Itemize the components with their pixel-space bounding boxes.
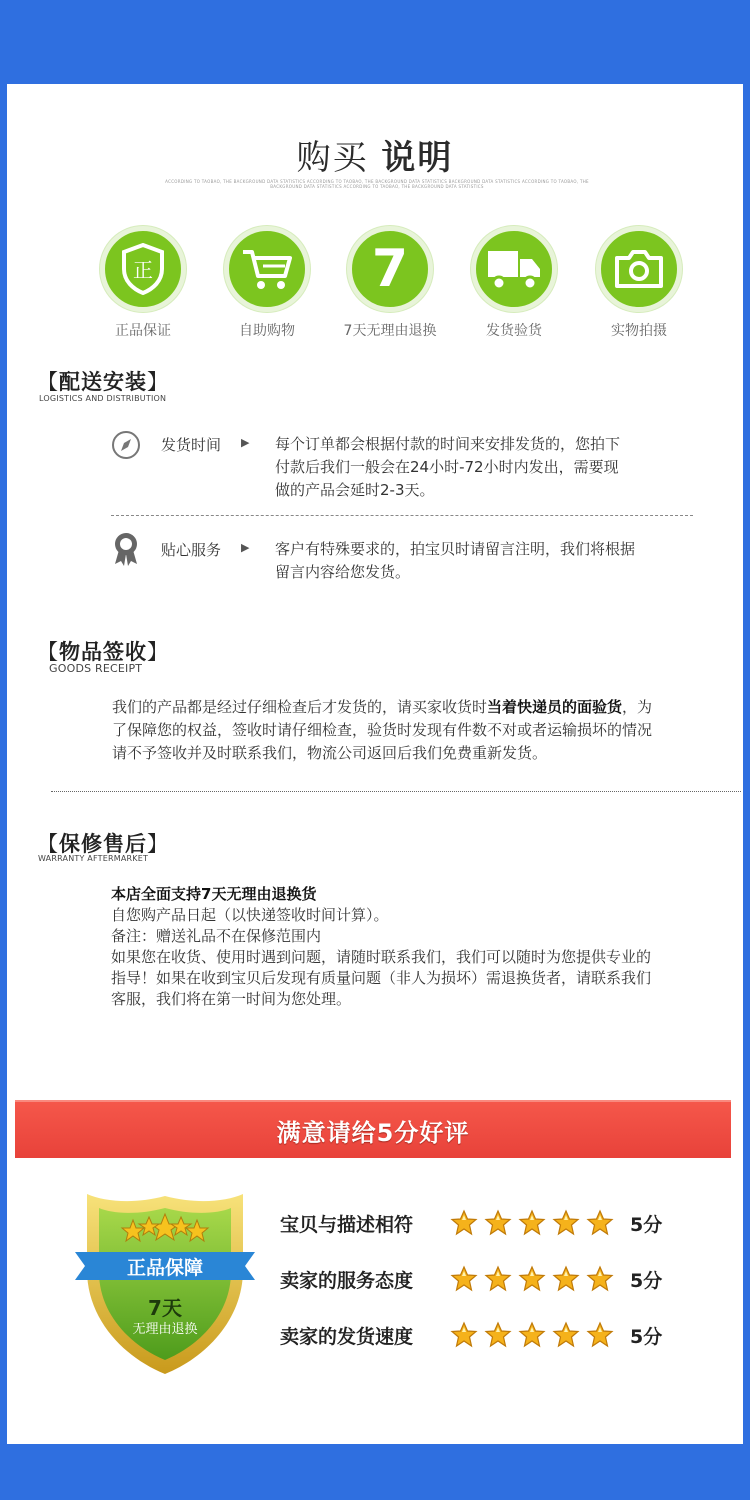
seven-day-icon: 7: [347, 226, 433, 312]
section-subtitle-logistics: LOGISTICS AND DISTRIBUTION: [39, 394, 167, 403]
genuine-guarantee-badge: [75, 1190, 255, 1380]
feature-label: 发货验货: [486, 323, 542, 339]
star-icon: [552, 1321, 580, 1349]
rating-row: [280, 1206, 662, 1240]
badge-sub: 无理由退换: [132, 1322, 198, 1337]
star-icon: [552, 1265, 580, 1293]
star-icon: [586, 1209, 614, 1237]
star-icon: [586, 1265, 614, 1293]
star-icon: [518, 1209, 546, 1237]
badge-days: 7天: [148, 1296, 182, 1320]
review-banner: 满意请给5分好评: [15, 1100, 731, 1158]
camera-icon: [596, 226, 682, 312]
feature-label: 自助购物: [239, 323, 295, 339]
receipt-paragraph: 我们的产品都是经过仔细检查后才发货的，请买家收货时当着快递员的面验货，为 了保障您的权益，签收时请仔细检查，验货时发现有件数不对或者运输损坏的情况 请不予签收并及时联系我们，物流公司返回后我们免费重新发货。: [112, 698, 653, 762]
feature-self-service: [207, 226, 327, 340]
star-icon: [450, 1209, 478, 1237]
rating-score: 5分: [630, 1213, 663, 1236]
arrow-right-icon: ▶: [241, 541, 250, 554]
star-icon: [450, 1321, 478, 1349]
logistics-row-label: 贴心服务: [161, 541, 222, 559]
star-icon: [484, 1265, 512, 1293]
section-title-logistics: 【配送安装】: [37, 370, 169, 394]
feature-seven-day: [330, 226, 450, 340]
rating-label: 卖家的服务态度: [280, 1269, 414, 1292]
rating-score: 5分: [630, 1269, 663, 1292]
svg-text:正: 正: [133, 258, 153, 282]
feature-label: 实物拍摄: [611, 323, 667, 339]
truck-icon: [471, 226, 557, 312]
title-fine-print: ACCORDING TO TAOBAO, THE BACKGROUND DATA STATISTICS ACCORDING TO TAOBAO, THE BACKGROUND DATA STATISTICS BACKGROUND DATA STATISTICS ACCORDING TO TAOBAO, THE BACKGROUND DATA STATISTICS ACCORDING TO TAOBAO, THE BACKGROUND DATA STATISTICS: [165, 179, 589, 189]
arrow-right-icon: ▶: [241, 436, 250, 449]
star-icon: [484, 1209, 512, 1237]
rating-label: 宝贝与描述相符: [280, 1213, 414, 1236]
logistics-row-text: 每个订单都会根据付款的时间来安排发货的，您拍下 付款后我们一般会在24小时-72小时内发出，需要现 做的产品会延时2-3天。: [275, 435, 621, 499]
star-icon: [518, 1265, 546, 1293]
warranty-paragraph: 本店全面支持7天无理由退换货 自您购产品日起（以快递签收时间计算）。 备注：赠送礼品不在保修范围内 如果您在收货、使用时遇到问题，请随时联系我们，我们可以随时为您提供专业的 指导！如果在收到宝贝后发现有质量问题（非人为损坏）需退换货者，请联系我们 客服，我们将在第一时间为您处理。: [111, 885, 652, 1008]
section-title-receipt: 【物品签收】: [37, 640, 169, 664]
section-title-warranty: 【保修售后】: [37, 832, 169, 856]
divider: [111, 515, 693, 516]
title-bold: 说明: [381, 138, 454, 178]
divider: [51, 791, 741, 792]
star-icon: [484, 1321, 512, 1349]
feature-photo: [579, 226, 699, 340]
award-ribbon-icon: [111, 532, 141, 570]
badge-ribbon-text: 正品保障: [126, 1257, 203, 1279]
page-title: [7, 130, 743, 179]
shield-icon: [100, 226, 186, 312]
rating-label: 卖家的发货速度: [280, 1325, 414, 1348]
feature-genuine: [83, 226, 203, 340]
content-frame: [7, 84, 743, 1444]
section-subtitle-warranty: WARRANTY AFTERMARKET: [38, 854, 149, 863]
rating-row: [280, 1262, 662, 1296]
rating-score: 5分: [630, 1325, 663, 1348]
star-icon: [450, 1265, 478, 1293]
title-light: 购买: [296, 138, 369, 178]
logistics-row-label: 发货时间: [161, 436, 222, 454]
logistics-row-text: 客户有特殊要求的，拍宝贝时请留言注明，我们将根据 留言内容给您发货。: [275, 540, 636, 581]
star-rating: [450, 1209, 614, 1237]
star-rating: [450, 1321, 614, 1349]
cart-icon: [224, 226, 310, 312]
feature-label: 7天无理由退换: [343, 323, 437, 339]
feature-label: 正品保证: [115, 323, 171, 339]
feature-inspect: [454, 226, 574, 340]
compass-icon: [111, 430, 141, 464]
star-icon: [518, 1321, 546, 1349]
star-icon: [586, 1321, 614, 1349]
star-icon: [552, 1209, 580, 1237]
rating-row: [280, 1318, 662, 1352]
star-rating: [450, 1265, 614, 1293]
section-subtitle-receipt: GOODS RECEIPT: [49, 662, 143, 675]
